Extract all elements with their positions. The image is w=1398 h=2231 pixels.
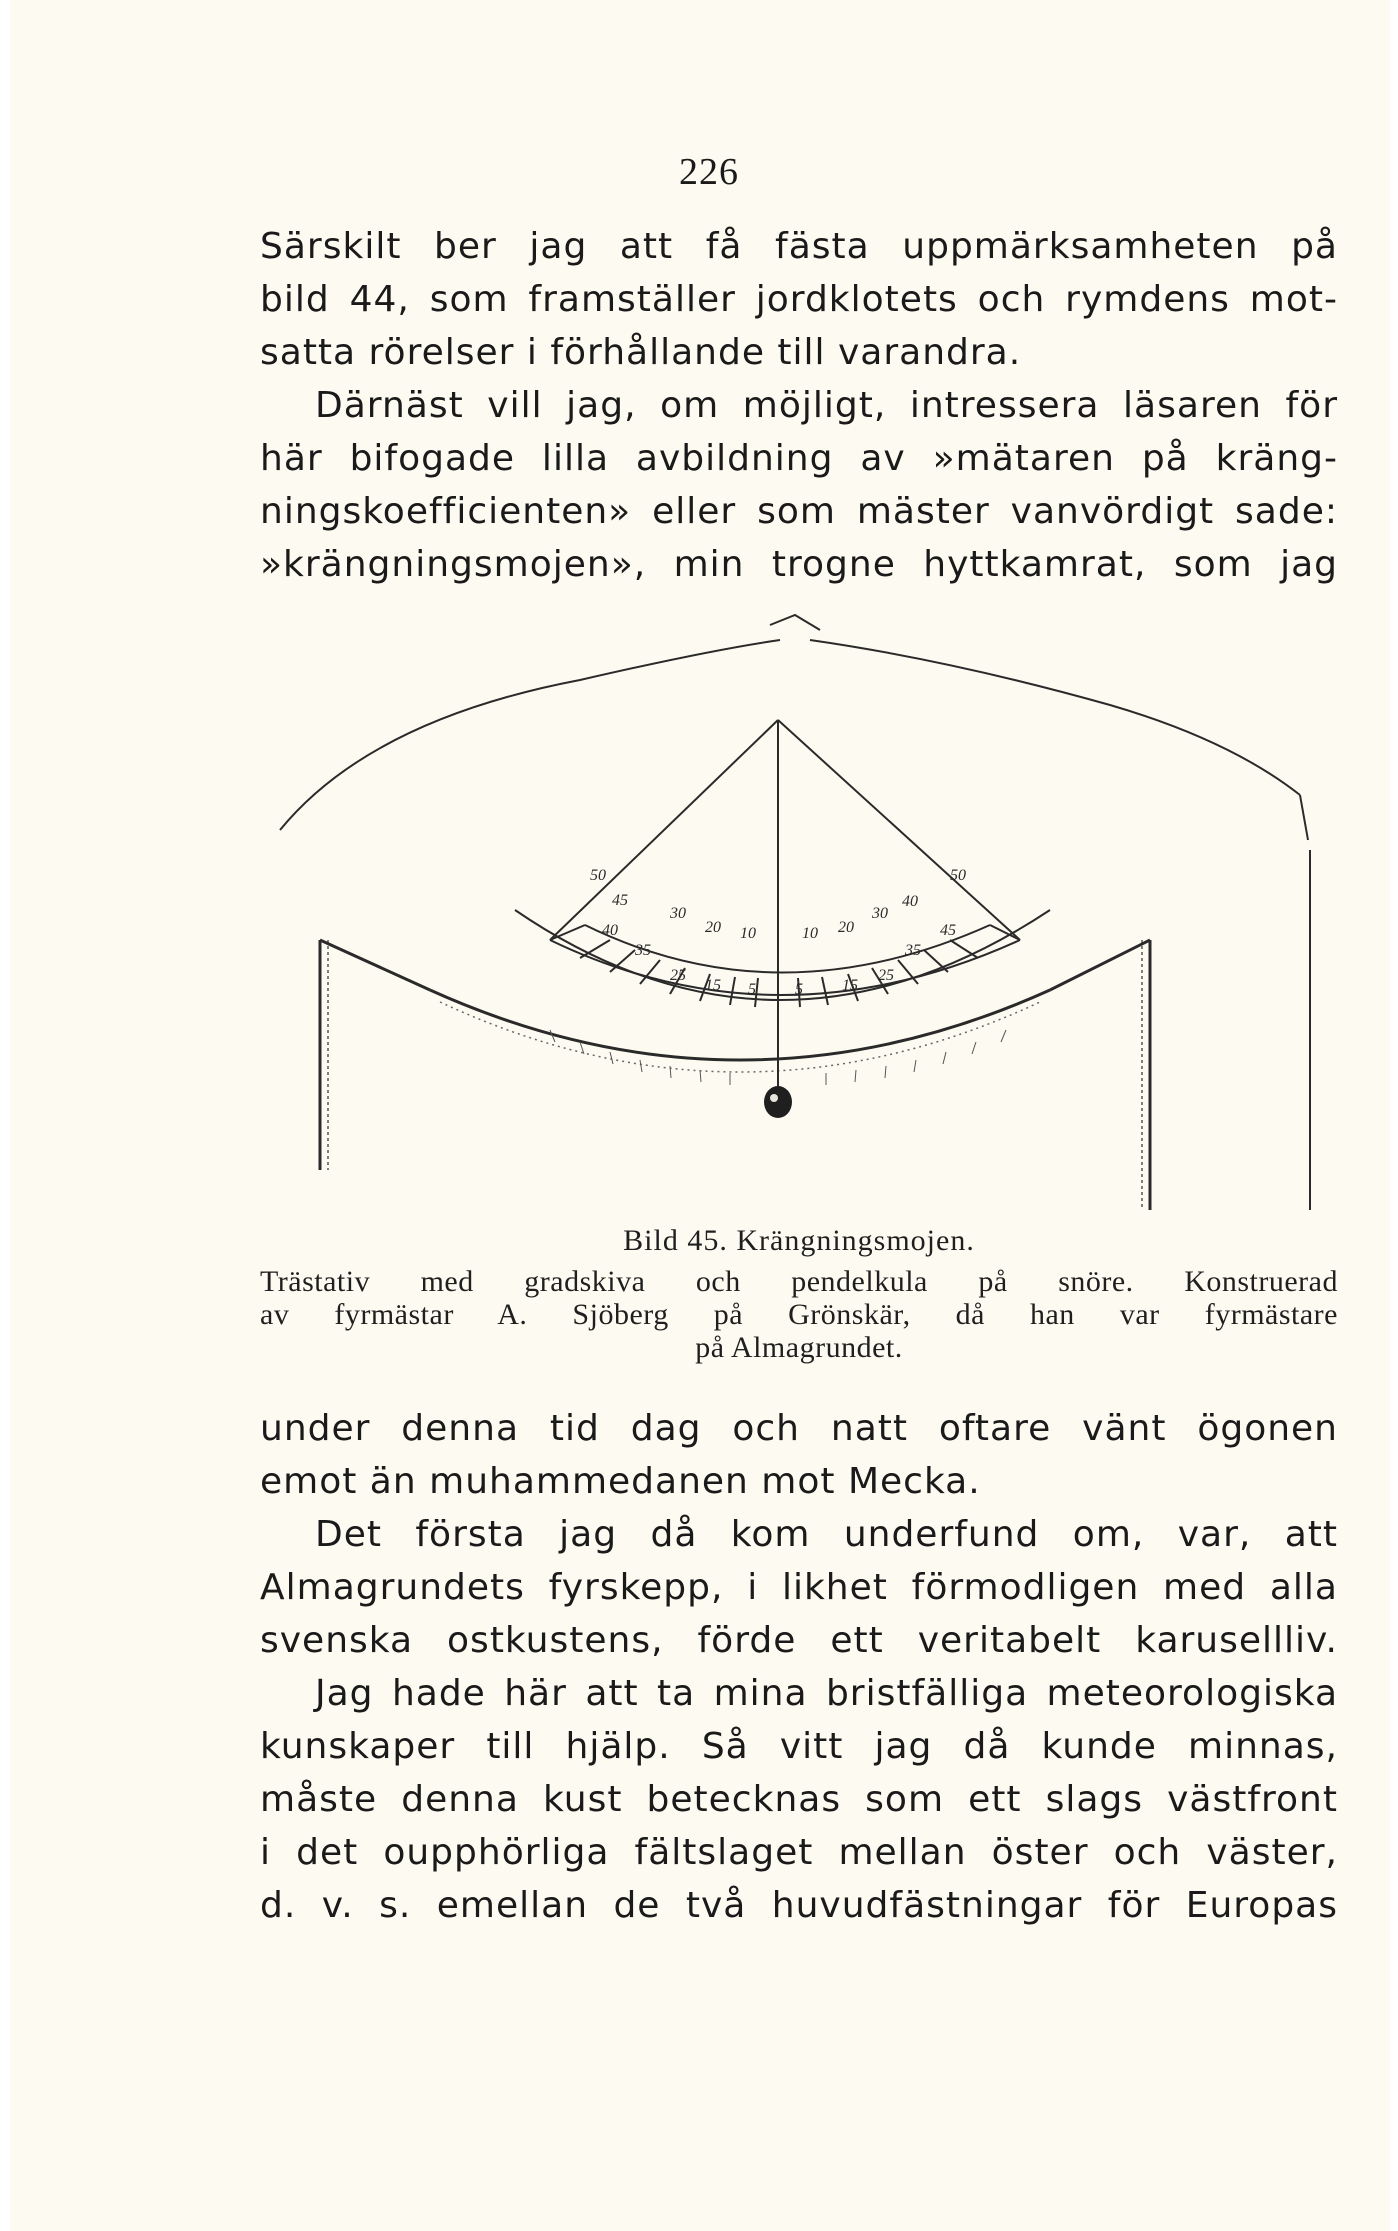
text-line: Därnäst vill jag, om möjligt, intressera läsaren för xyxy=(315,385,1338,426)
text-line: i det oupphörliga fältslaget mellan öster och väster, xyxy=(260,1832,1338,1873)
scale-label: 5 xyxy=(748,981,756,998)
text-line: kunskaper till hjälp. Så vitt jag då kunde minnas, xyxy=(260,1726,1338,1767)
scale-label: 20 xyxy=(705,919,721,936)
inclinometer-illustration xyxy=(250,610,1340,1230)
scale-label: 40 xyxy=(602,922,618,939)
text-line: Jag hade här att ta mina bristfälliga meteorologiska xyxy=(315,1673,1338,1714)
pendulum-bob-highlight xyxy=(770,1094,778,1102)
scale-label: 25 xyxy=(878,967,894,984)
scale-label: 50 xyxy=(950,867,966,884)
paragraph-bottom xyxy=(260,1402,1338,1932)
scale-label: 40 xyxy=(902,893,918,910)
scale-label: 35 xyxy=(635,942,651,959)
caption-line: på Almagrundet. xyxy=(695,1331,903,1364)
scale-label: 5 xyxy=(795,981,803,998)
sketch-curve-right xyxy=(810,640,1300,795)
scale-label: 30 xyxy=(670,905,686,922)
scale-label: 10 xyxy=(740,925,756,942)
figure-caption-title: Bild 45. Krängningsmojen. xyxy=(623,1224,975,1257)
scale-label: 10 xyxy=(802,925,818,942)
text-line: »krängningsmojen», min trogne hyttkamrat, som jag xyxy=(260,544,1338,585)
scale-label: 35 xyxy=(905,942,921,959)
sketch-right-tail xyxy=(1300,795,1308,840)
stand-left-arm xyxy=(320,940,430,990)
scale-label: 25 xyxy=(670,967,686,984)
caption-line: av fyrmästar A. Sjöberg på Grönskär, då han var fyrmästare xyxy=(260,1298,1338,1331)
text-line: Det första jag då kom underfund om, var, att xyxy=(315,1514,1338,1555)
text-line: ningskoefficienten» eller som mäster vanvördigt sade: xyxy=(260,491,1338,532)
text-line: under denna tid dag och natt oftare vänt ögonen xyxy=(260,1408,1338,1449)
stand-outer-arc xyxy=(430,990,1050,1060)
scale-label: 20 xyxy=(838,919,854,936)
figure-krangningsmojen xyxy=(250,610,1340,1230)
figure-caption-body xyxy=(260,1265,1338,1364)
scale-label: 15 xyxy=(705,977,721,994)
sketch-peak xyxy=(770,615,820,630)
text-line: måste denna kust betecknas som ett slags västfront xyxy=(260,1779,1338,1820)
page-number: 226 xyxy=(679,151,739,193)
caption-line: Trästativ med gradskiva och pendelkula på snöre. Konstruerad xyxy=(260,1265,1338,1298)
pendulum-bob xyxy=(764,1086,792,1118)
sketch-curve-left xyxy=(280,640,780,830)
book-page xyxy=(10,0,1390,2231)
scale-label: 45 xyxy=(612,892,628,909)
stand-right-arm xyxy=(1050,940,1150,990)
scale-label: 50 xyxy=(590,867,606,884)
text-line: emot än muhammedanen mot Mecka. xyxy=(260,1461,981,1502)
text-line: här bifogade lilla avbildning av »mätaren på kräng- xyxy=(260,438,1338,479)
text-line: Särskilt ber jag att få fästa uppmärksamheten på xyxy=(260,226,1338,267)
text-line: svenska ostkustens, förde ett veritabelt karusellliv. xyxy=(260,1620,1338,1661)
scale-label: 30 xyxy=(872,905,888,922)
text-line: bild 44, som framställer jordklotets och rymdens mot- xyxy=(260,279,1338,320)
text-line: d. v. s. emellan de två huvudfästningar för Europas xyxy=(260,1885,1338,1926)
text-line: Almagrundets fyrskepp, i likhet förmodligen med alla xyxy=(260,1567,1338,1608)
text-line: satta rörelser i förhållande till varandra. xyxy=(260,332,1022,373)
scale-base-edge xyxy=(515,910,1050,1000)
scale-label: 15 xyxy=(842,977,858,994)
paragraph-top xyxy=(260,220,1338,591)
scale-label: 45 xyxy=(940,922,956,939)
